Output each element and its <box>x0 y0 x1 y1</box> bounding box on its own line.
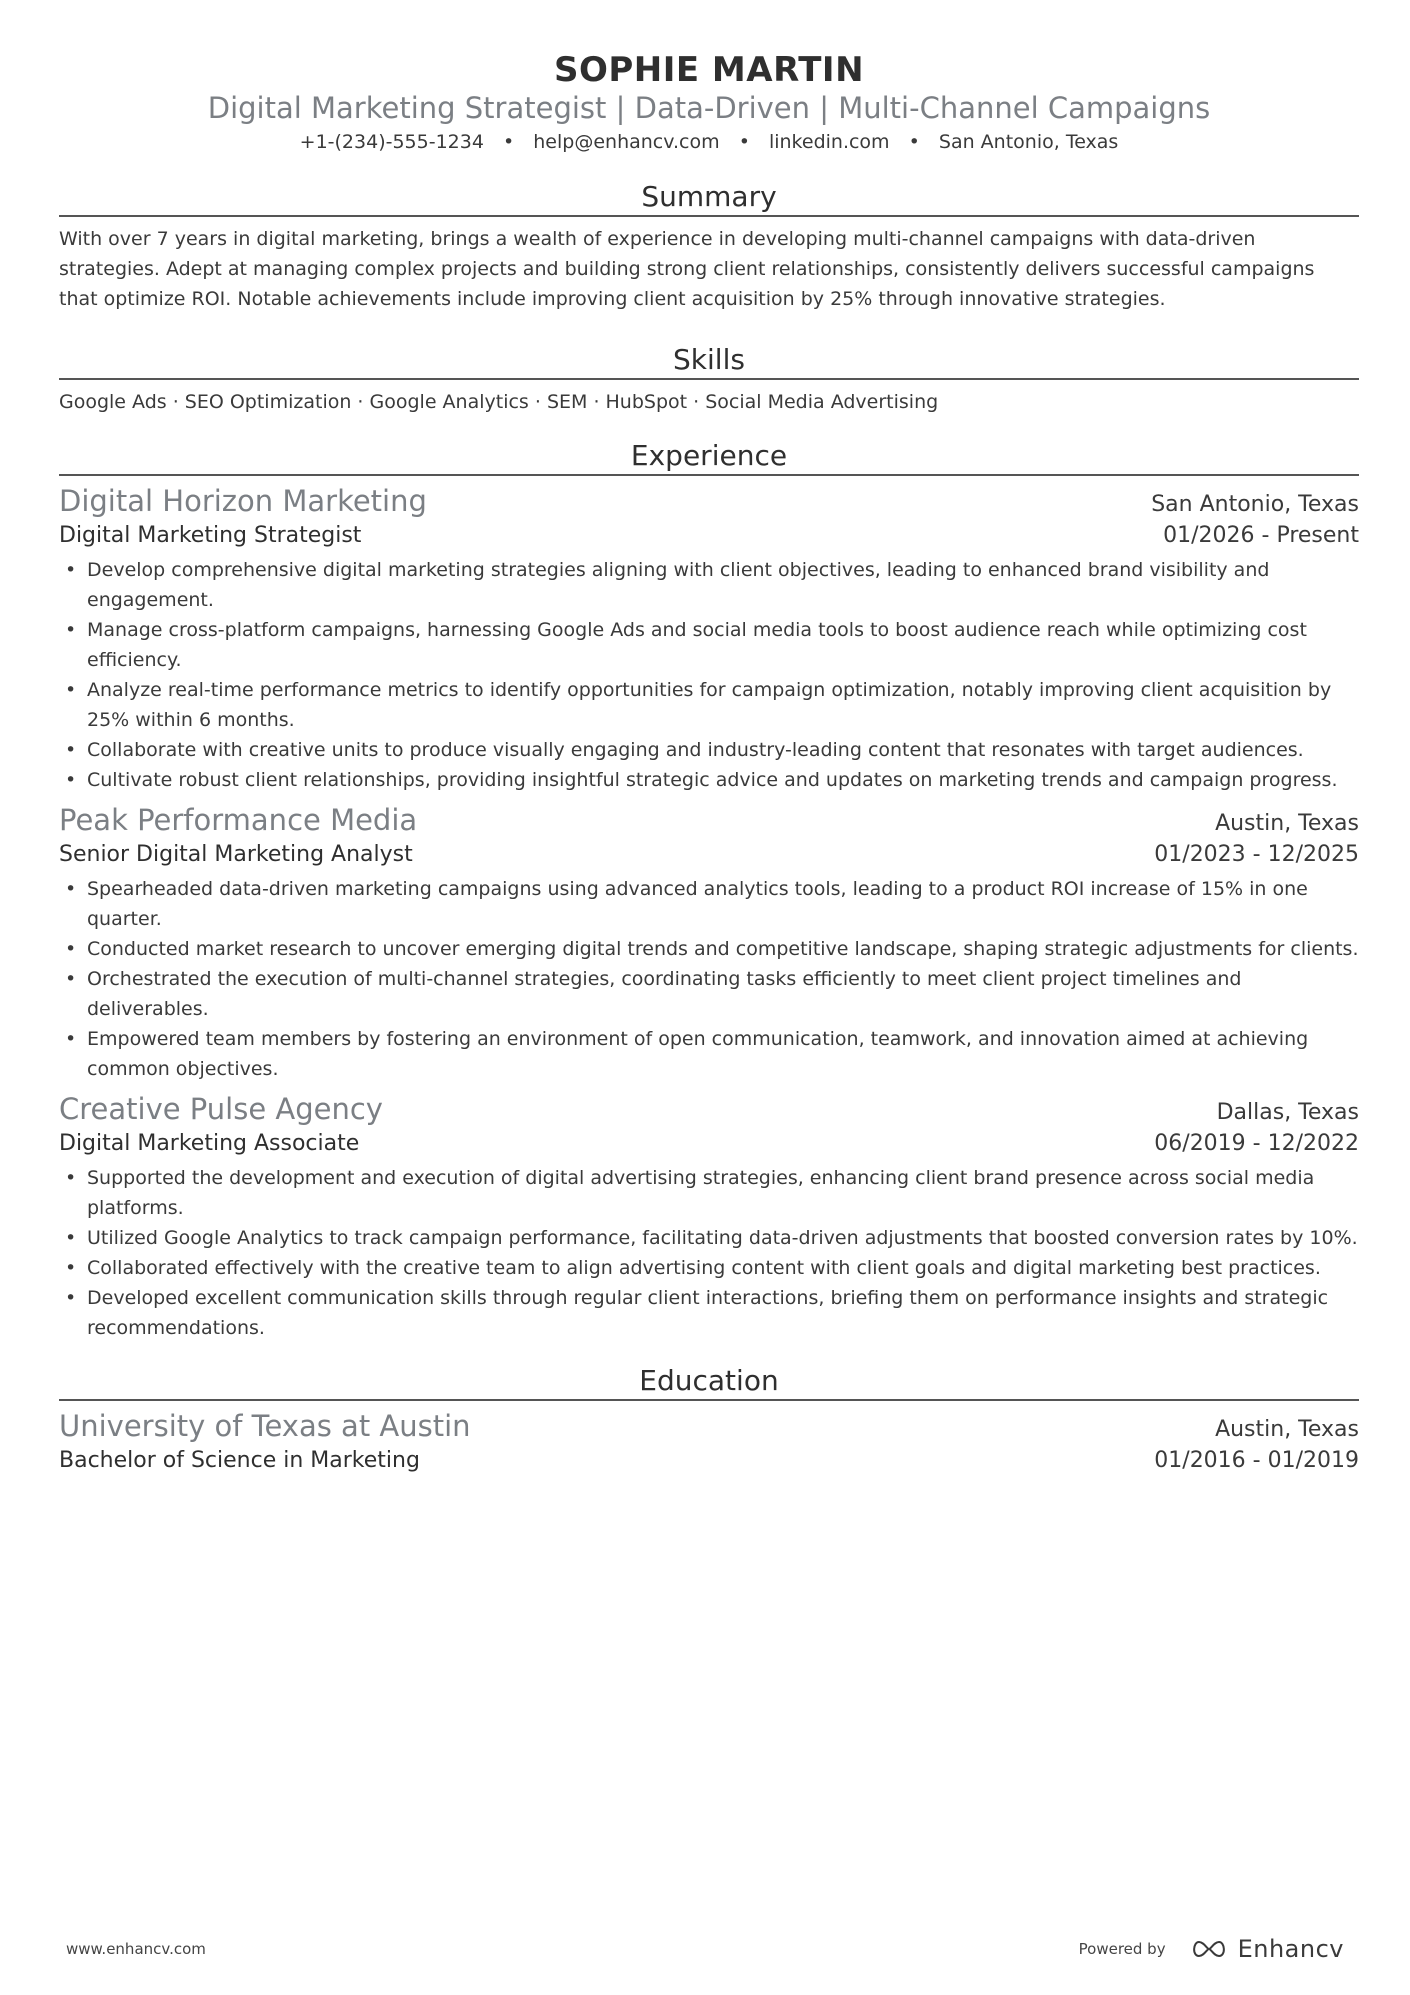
bullet-item: • Collaborated effectively with the creative team to align advertising content with client goals and digital marketing best practices. <box>59 1253 1359 1283</box>
bullet-item: • Developed excellent communication skills through regular client interactions, briefing them on performance insights and strategic recommendations. <box>59 1283 1359 1343</box>
bullet-item: • Develop comprehensive digital marketing strategies aligning with client objectives, leading to enhanced brand visibility and engagement. <box>59 555 1359 615</box>
footer-url[interactable]: www.enhancv.com <box>66 1940 206 1958</box>
experience-entry <box>59 801 1359 1084</box>
job-location: Dallas, Texas <box>1216 1100 1359 1125</box>
school-location: Austin, Texas <box>1215 1417 1359 1442</box>
experience-entry <box>59 482 1359 795</box>
bullet-item: • Spearheaded data-driven marketing campaigns using advanced analytics tools, leading to a product ROI increase of 15% in one quarter. <box>59 874 1359 934</box>
education-entry <box>59 1407 1359 1477</box>
resume-page <box>59 0 1359 1477</box>
job-dates: 01/2026 - Present <box>1163 523 1359 548</box>
contact-separator: • <box>503 131 515 153</box>
candidate-name: SOPHIE MARTIN <box>553 50 865 90</box>
powered-by-label: Powered by <box>1078 1940 1166 1958</box>
summary-text: With over 7 years in digital marketing, brings a wealth of experience in developing multi-channel campaigns with data-driven strategies. Adept at managing complex projects and building strong client relationships, consistently delivers successful campaigns that optimize ROI. Notable achievements include improving client acquisition by 25% through innovative strategies. <box>59 228 1315 310</box>
experience-entry <box>59 1090 1359 1343</box>
job-bullets <box>59 874 1359 1084</box>
skills-heading: Skills <box>59 342 1359 380</box>
bullet-item: • Empowered team members by fostering an environment of open communication, teamwork, and innovation aimed at achieving common objectives. <box>59 1024 1359 1084</box>
bullet-item: • Orchestrated the execution of multi-channel strategies, coordinating tasks efficiently to meet client project timelines and deliverables. <box>59 964 1359 1024</box>
page-footer <box>66 1935 1344 1963</box>
bullet-item: • Manage cross-platform campaigns, harnessing Google Ads and social media tools to boost audience reach while optimizing cost efficiency. <box>59 615 1359 675</box>
powered-by <box>1079 1935 1344 1963</box>
resume-header <box>59 0 1359 156</box>
job-title: Senior Digital Marketing Analyst <box>59 842 413 867</box>
bullet-item: • Collaborate with creative units to produce visually engaging and industry-leading content that resonates with target audiences. <box>59 735 1359 765</box>
contact-linkedin[interactable]: linkedin.com <box>768 131 890 153</box>
candidate-tagline: Digital Marketing Strategist | Data-Driven | Multi-Channel Campaigns <box>207 91 1211 125</box>
job-bullets <box>59 1163 1359 1343</box>
job-title: Digital Marketing Strategist <box>59 523 362 548</box>
degree-name: Bachelor of Science in Marketing <box>59 1448 420 1473</box>
contact-email[interactable]: help@enhancv.com <box>533 131 720 153</box>
bullet-item: • Utilized Google Analytics to track campaign performance, facilitating data-driven adjustments that boosted conversion rates by 10%. <box>59 1223 1359 1253</box>
bullet-item: • Analyze real-time performance metrics to identify opportunities for campaign optimization, notably improving client acquisition by 25% within 6 months. <box>59 675 1359 735</box>
contact-separator: • <box>738 131 750 153</box>
skills-list: Google Ads · SEO Optimization · Google Analytics · SEM · HubSpot · Social Media Advertising <box>59 391 939 413</box>
job-location: Austin, Texas <box>1215 811 1359 836</box>
company-name: Digital Horizon Marketing <box>59 484 427 518</box>
contact-line <box>59 128 1359 156</box>
bullet-item: • Conducted market research to uncover emerging digital trends and competitive landscape, shaping strategic adjustments for clients. <box>59 934 1359 964</box>
education-heading: Education <box>59 1363 1359 1401</box>
company-name: Creative Pulse Agency <box>59 1092 383 1126</box>
job-title: Digital Marketing Associate <box>59 1131 360 1156</box>
summary-heading: Summary <box>59 179 1359 217</box>
company-name: Peak Performance Media <box>59 803 418 837</box>
contact-separator: • <box>908 131 920 153</box>
job-bullets <box>59 555 1359 795</box>
education-dates: 01/2016 - 01/2019 <box>1154 1448 1359 1473</box>
school-name: University of Texas at Austin <box>59 1409 471 1443</box>
job-dates: 06/2019 - 12/2022 <box>1154 1131 1359 1156</box>
contact-location: San Antonio, Texas <box>938 131 1119 153</box>
contact-phone: +1-(234)-555-1234 <box>299 131 484 153</box>
job-location: San Antonio, Texas <box>1151 492 1359 517</box>
bullet-item: • Supported the development and execution of digital advertising strategies, enhancing client brand presence across social media platforms. <box>59 1163 1359 1223</box>
job-dates: 01/2023 - 12/2025 <box>1154 842 1359 867</box>
experience-heading: Experience <box>59 438 1359 476</box>
enhancv-logo-icon <box>1190 1938 1228 1960</box>
enhancv-brand: Enhancv <box>1237 1935 1344 1963</box>
bullet-item: • Cultivate robust client relationships, providing insightful strategic advice and updates on marketing trends and campaign progress. <box>59 765 1359 795</box>
